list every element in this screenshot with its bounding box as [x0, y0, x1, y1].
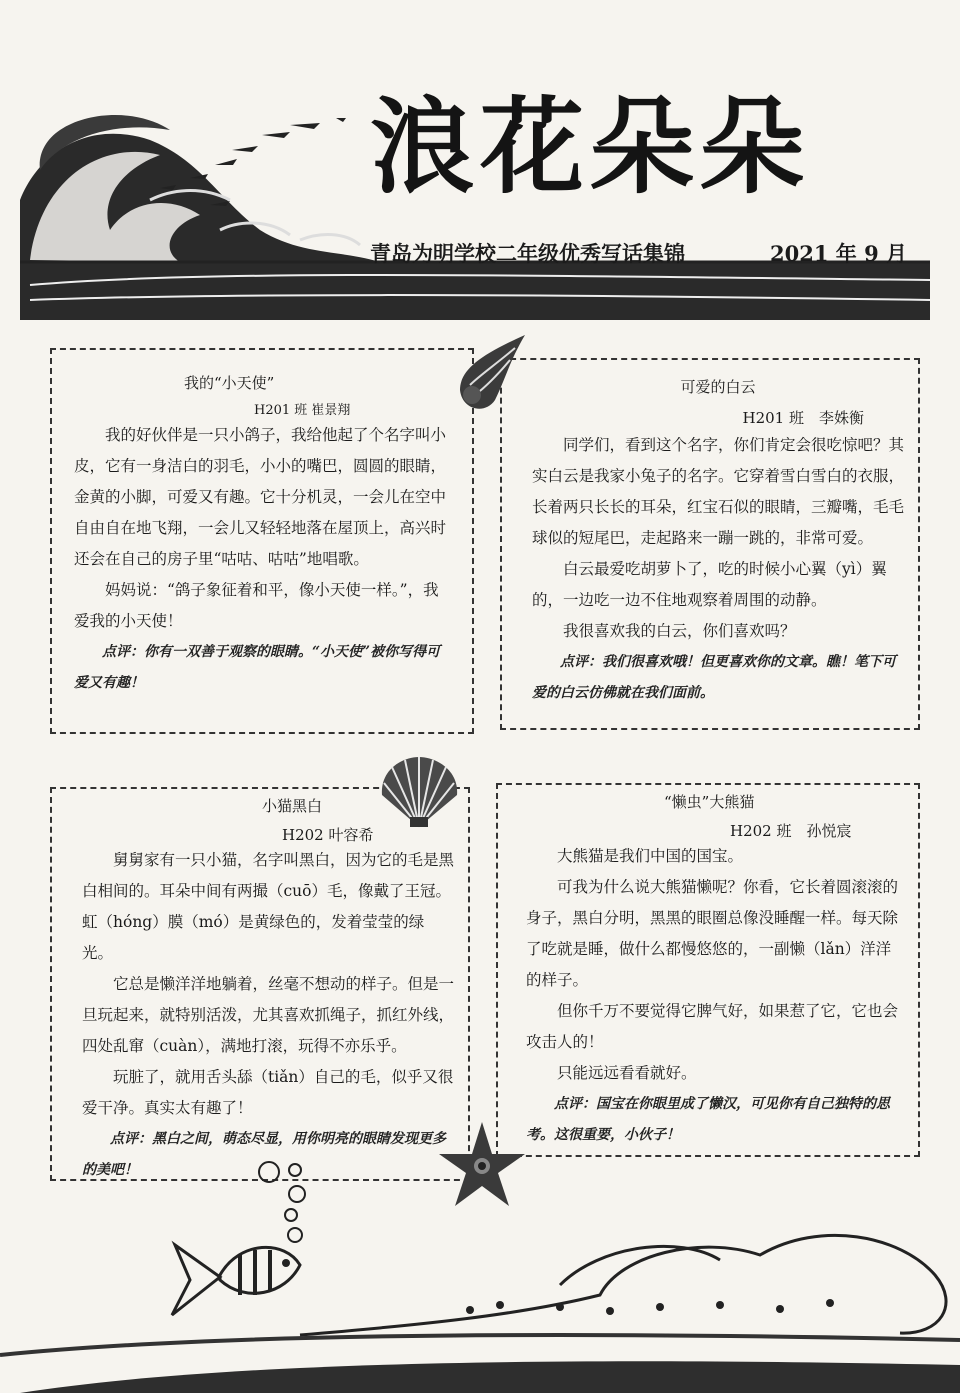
article-title: “懒虫”大熊猫	[664, 793, 755, 811]
article-paragraph: 但你千万不要觉得它脾气好，如果惹了它，它也会攻击人的！	[526, 1002, 899, 1051]
teacher-comment: 点评：国宝在你眼里成了懒汉，可见你有自己独特的思考。这很重要，小伙子！	[526, 1096, 890, 1143]
article-paragraph: 我的好伙伴是一只小鸽子，我给他起了个名字叫小皮，它有一身洁白的羽毛，小小的嘴巴，圆圆的眼睛，金黄的小脚，可爱又有趣。它十分机灵，一会儿在空中自由自在地飞翔，一会儿又轻轻地落在屋顶上，高兴时还会在自己的房子里“咕咕、咕咕”地唱歌。	[74, 426, 447, 568]
article-paragraph: 同学们，看到这个名字，你们肯定会很吃惊吧？其实白云是我家小兔子的名字。它穿着雪白雪白的衣服，长着两只长长的耳朵，红宝石似的眼睛，三瓣嘴，毛毛球似的短尾巴，走起路来一蹦一跳的，非常可爱。	[532, 436, 905, 547]
seagull-mark	[232, 146, 258, 152]
article-byline: H202 班 孙悦宸	[730, 822, 852, 840]
bottom-wave-illustration	[0, 1215, 960, 1393]
starfish-icon	[435, 1118, 530, 1213]
article-card-3	[50, 787, 470, 1181]
article-paragraph: 妈妈说：“鸽子象征着和平，像小天使一样。”，我爱我的小天使！	[74, 581, 439, 630]
article-byline: H201 班 李姝衡	[742, 409, 864, 427]
article-card-2	[500, 358, 920, 730]
article-paragraph: 玩脏了，就用舌头舔（tiǎn）自己的毛，似乎又很爱干净。真实太有趣了！	[82, 1068, 454, 1117]
article-title: 可爱的白云	[680, 378, 756, 396]
seagull-mark	[336, 118, 346, 122]
school-subtitle: 青岛为明学校二年级优秀写话集锦	[370, 241, 685, 266]
seagull-mark	[215, 159, 237, 165]
issue-date: 2021 年 9 月	[770, 241, 907, 266]
article-card-1	[50, 348, 474, 734]
teacher-comment: 点评：你有一双善于观察的眼睛。“小天使”被你写得可爱又有趣！	[74, 644, 441, 691]
article-card-4	[496, 783, 920, 1157]
conch-shell-icon	[450, 330, 530, 420]
scallop-shell-icon	[372, 755, 467, 830]
teacher-comment: 点评：我们很喜欢哦！但更喜欢你的文章。瞧！笔下可爱的白云仿佛就在我们面前。	[532, 654, 896, 701]
article-paragraph: 我很喜欢我的白云，你们喜欢吗？	[563, 622, 796, 640]
article-paragraph: 它总是懒洋洋地躺着，丝毫不想动的样子。但是一旦玩起来，就特别活泼，尤其喜欢抓绳子，抓红外线，四处乱窜（cuàn），满地打滚，玩得不亦乐乎。	[82, 975, 455, 1055]
article-title: 小猫黑白	[262, 797, 323, 815]
article-byline: H202 叶容希	[282, 826, 374, 844]
article-paragraph: 大熊猫是我们中国的国宝。	[557, 847, 744, 865]
article-paragraph: 白云最爱吃胡萝卜了，吃的时候小心翼（yì）翼的，一边吃一边不住地观察着周围的动静。	[532, 560, 887, 609]
article-paragraph: 舅舅家有一只小猫，名字叫黑白，因为它的毛是黑白相间的。耳朵中间有两撮（cuō）毛，像戴了王冠。虹（hóng）膜（mó）是黄绿色的，发着莹莹的绿光。	[82, 851, 455, 962]
masthead-title: 浪花朵朵	[370, 85, 811, 208]
teacher-comment: 点评：黑白之间，萌态尽显，用你明亮的眼睛发现更多的美吧！	[82, 1131, 446, 1178]
article-byline: H201 班 崔景翔	[254, 403, 351, 418]
seagull-mark	[262, 132, 290, 138]
seagull-mark	[290, 123, 320, 129]
article-paragraph: 只能远远看看就好。	[557, 1064, 697, 1082]
article-paragraph: 可我为什么说大熊猫懒呢？你看，它长着圆滚滚的身子，黑白分明，黑黑的眼圈总像没睡醒一样。每天除了吃就是睡，做什么都慢悠悠的，一副懒（lǎn）洋洋的样子。	[526, 878, 899, 989]
article-title: 我的“小天使”	[184, 374, 275, 392]
